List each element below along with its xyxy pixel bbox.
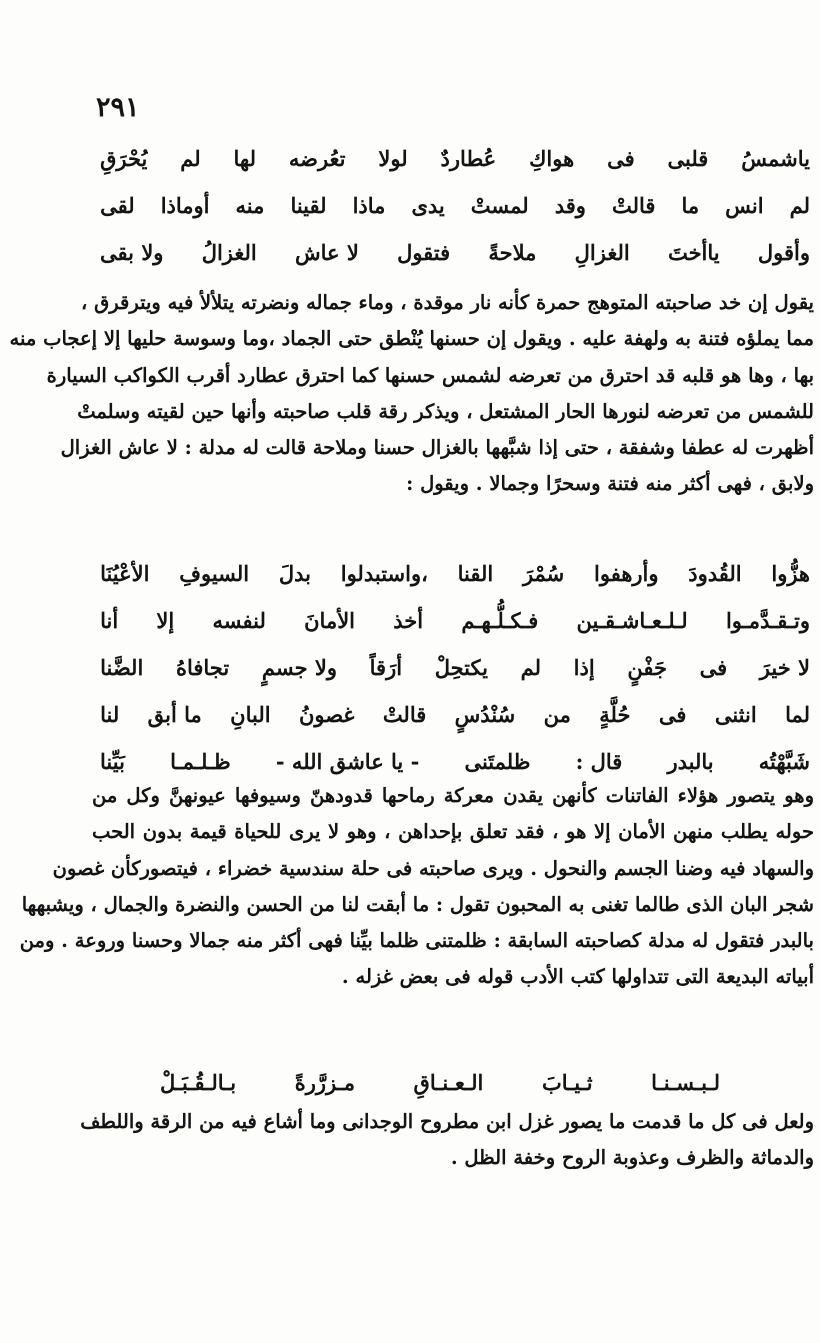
verse-word: ظـلـمـا (170, 749, 231, 774)
verse-word: مـزرَّرةً (294, 1070, 355, 1095)
verse-word: يكتحِلْ (434, 655, 488, 680)
verse-word: إذا (573, 655, 595, 680)
verse-word: بَيِّنا (100, 749, 125, 774)
verse-word: ما (681, 193, 700, 218)
verse-line (100, 550, 810, 597)
verse-word: بدلَ (278, 561, 312, 586)
verse-word: بالبدر (667, 749, 714, 774)
verse-line (100, 182, 810, 229)
verse-word: قالتْ (611, 193, 656, 218)
verse-word: هزُّوا (771, 561, 810, 586)
verse-word: أخذ (393, 608, 424, 633)
paragraph-commentary-1 (9, 285, 814, 503)
verse-word: انس (725, 193, 764, 218)
page-number: ٢٩١ (96, 92, 140, 123)
text-line: للشمس من تعرضه لنورها الحار المشتعل ، ويذكر رقة قلب صاحبته وأنها حين لقيته وسلمتْ (77, 399, 814, 423)
verse-word: وقد (554, 193, 586, 218)
verse-word: لم (180, 146, 201, 171)
verse-line (100, 229, 810, 276)
text-line: ولعل فى كل ما قدمت ما يصور غزل ابن مطروح الوجدانى وما أشاع فيه من الرقة واللطف (80, 1110, 814, 1133)
verse-word: حُلَّةٍ (599, 702, 631, 727)
verse-word: لولا (378, 146, 408, 171)
text-line: وهو يتصور هؤلاء الفاتنات كأنهن يقدن معركة رماحها قدودهنّ وسيوفها عيونهنَّ وكل من (92, 784, 814, 807)
verse-word: لقى (100, 193, 135, 218)
verse-word: القنا (457, 561, 494, 586)
verse-word: لا خيرَ (759, 655, 810, 680)
verse-word: أوماذا (160, 193, 210, 218)
verse-word: فتقول (397, 240, 451, 265)
verse-word: سُمْرَ (522, 561, 565, 586)
text-line: أظهرت له عطفا وشفقة ، حتى إذا شبَّهها بالغزال حسنا وملاحة قالت له مدلة : لا عاش الغزال (60, 436, 814, 460)
text-line: مما يملؤه فتنة به ولهفة عليه . ويقول إن حسنها يُنْطق حتى الجماد ،وما وسوسة حليها إلا إعجاب منه (9, 327, 814, 351)
verse-word: يُحْرَقِ (100, 146, 148, 171)
verse-word: السيوفِ (179, 561, 250, 586)
text-line: أبياته البديعة التى تتداولها كتب الأدب قوله فى بعض غزله . (341, 965, 814, 989)
verse-word: تجافاهُ (175, 655, 230, 680)
verse-word: لـبـسـنـا (651, 1070, 720, 1095)
verse-line (100, 644, 810, 691)
verse-word: لنا (100, 702, 120, 727)
verse-word: الغزالُ (201, 240, 257, 265)
verse-word: الضَّنا (100, 655, 144, 680)
text-line: بها ، وها هو قلبه قد احترق من تعرضه لشمس حسنها كما احترق عطارد أقرب الكواكب السيارة (46, 363, 814, 387)
verse-word: لمستْ (470, 193, 529, 218)
verse-word: الـعـنـاقِ (413, 1070, 484, 1095)
verse-word: لقينا (290, 193, 327, 218)
verse-word: فى (658, 702, 687, 727)
verse-word: ظلمتَنى (464, 749, 531, 774)
verse-word: منه (235, 193, 265, 218)
verse-word: لها (233, 146, 256, 171)
text-line: والدماثة والظرف وعذوبة الروح وخفة الظل . (450, 1146, 814, 1170)
verse-word: ياأختَ (667, 240, 720, 265)
text-line: يقول إن خد صاحبته المتوهج حمرة كأنه نار موقدة ، وماء جماله ونضرته يتلألأ فيه ويترقرق ، (81, 291, 814, 314)
poem-stanza-1 (100, 135, 810, 276)
verse-word: شَبَّهْتُه (758, 749, 810, 774)
verse-word: أنا (100, 608, 119, 633)
verse-word: ما أبق (147, 702, 202, 727)
verse-word: ولا بقى (100, 240, 164, 265)
verse-word: وأقول (757, 240, 810, 265)
verse-word: وتـقـدَّمـوا (725, 608, 810, 633)
verse-word: الأمانَ (304, 608, 356, 633)
verse-word: وأرهفوا (594, 561, 659, 586)
verse-word: ثـيـابَ (541, 1070, 593, 1095)
verse-word: الأعْيُنَا (100, 561, 150, 586)
verse-word: ولا جسمٍ (261, 655, 337, 680)
text-line: شجر البان الذى طالما تغنى به المحبون تقول : ما أبقت لنا من الحسن والنضرة والجمال ، ويشبهها (21, 892, 814, 916)
verse-word: ماذا (352, 193, 386, 218)
verse-word: فـكـلُّـهـم (461, 608, 539, 633)
verse-word: لم (520, 655, 541, 680)
verse-word: قلبى (667, 146, 709, 171)
verse-word: لـلـعـاشـقـين (576, 608, 688, 633)
verse-word: بـالـقُـبَـلْ (160, 1070, 237, 1095)
text-line: بالبدر فتقول له مدلة كصاحبته السابقة : ظلمتنى ظلما بيِّنا فهى أكثر منه جمالا وحسنا وروعة . ومن (19, 929, 814, 953)
verse-word: فى (699, 655, 728, 680)
verse-word: فى (607, 146, 635, 171)
verse-word: ،واستبدلوا (340, 561, 428, 586)
verse-word: لا عاش (294, 240, 359, 265)
paragraph-commentary-2 (19, 778, 814, 996)
verse-word: ياشمسُ (741, 146, 810, 171)
paragraph-conclusion (80, 1104, 814, 1177)
text-line: والسهاد فيه وضنا الجسم والنحول . ويرى صاحبته فى حلة سندسية خضراء ، فيتصوركأن غصون (52, 856, 814, 880)
text-line: حوله يطلب منهن الأمان إلا هو ، فقد تعلق بإحداهن ، وهو لا يرى للحياة قيمة بدون الحب (92, 820, 814, 844)
verse-word: لما (785, 702, 810, 727)
verse-word: القُدودَ (688, 561, 742, 586)
verse-word: البانِ (230, 702, 271, 727)
verse-word: أرَقاً (369, 655, 403, 680)
verse-word: سُنْدُسٍ (454, 702, 516, 727)
verse-word: - يا عاشق الله - (275, 749, 420, 774)
verse-line (100, 691, 810, 738)
verse-line (100, 597, 810, 644)
verse-word: ملاحةً (488, 240, 537, 265)
verse-word: تعُرضه (288, 146, 346, 171)
verse-word: قالتْ (382, 702, 427, 727)
verse-word: لنفسه (212, 608, 266, 633)
verse-word: يدى (411, 193, 445, 218)
verse-word: انثنى (714, 702, 757, 727)
verse-word: قال : (575, 749, 623, 774)
text-line: ولابق ، فهى أكثر منه فتنة وسحرًا وجمالا . ويقول : (406, 472, 814, 496)
poem-verse-3 (160, 1063, 720, 1103)
verse-word: غصونُ (298, 702, 355, 727)
verse-line (100, 135, 810, 182)
verse-word: جَفْنٍ (627, 655, 667, 680)
verse-word: هواكِ (529, 146, 575, 171)
verse-word: إلا (156, 608, 175, 633)
poem-stanza-2 (100, 550, 810, 785)
verse-word: عُطاردٌ (440, 146, 497, 171)
verse-word: من (543, 702, 571, 727)
verse-word: لم (789, 193, 810, 218)
verse-word: الغزالِ (574, 240, 630, 265)
